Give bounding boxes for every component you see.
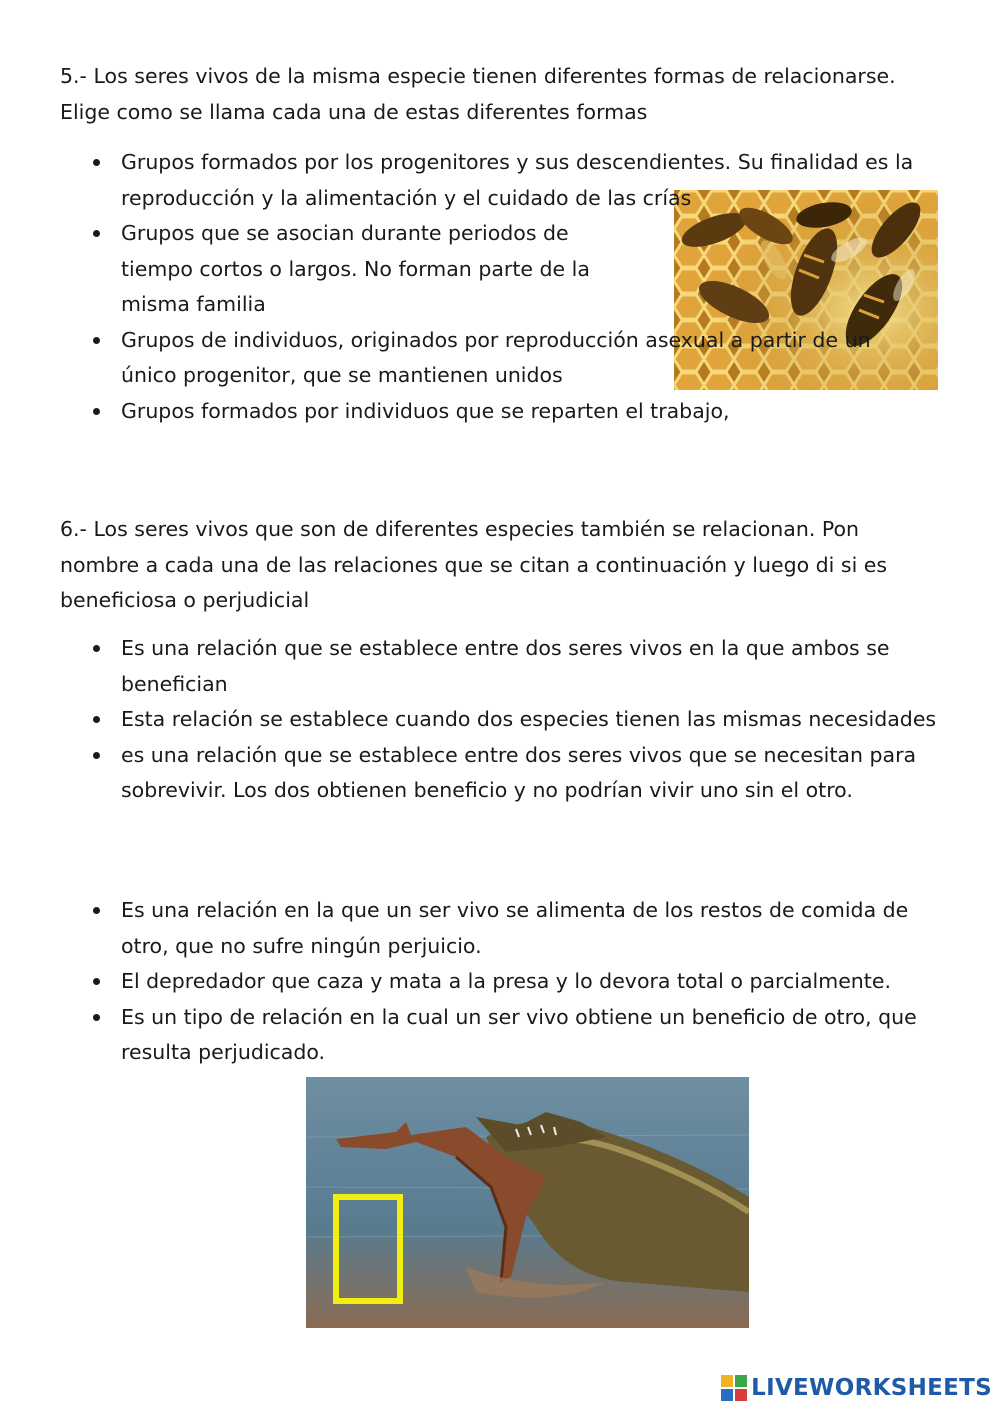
question-6-intro: 6.- Los seres vivos que son de diferentes especies también se relacionan. Pon nombre a cada una de las relaciones que se citan a continuación y luego di si es beneficiosa o perjudicial: [60, 517, 888, 612]
list-item-text: Grupos que se asocian durante periodos de tiempo cortos o largos. No forman parte de la misma familia: [121, 221, 590, 316]
list-item: [121, 631, 939, 702]
list-item-text: Es una relación que se establece entre dos seres vivos en la que ambos se benefician: [121, 636, 890, 696]
list-item-text: El depredador que caza y mata a la presa y lo devora total o parcialmente.: [121, 969, 891, 993]
list-item: [121, 145, 939, 216]
list-item: [121, 1000, 939, 1071]
list-item-text: Esta relación se establece cuando dos especies tienen las mismas necesidades: [121, 707, 937, 731]
list-item-text: Es un tipo de relación en la cual un ser vivo obtiene un beneficio de otro, que resulta perjudicado.: [121, 1004, 917, 1064]
list-item: [121, 216, 939, 323]
list-item: [121, 893, 939, 964]
list-item: [121, 738, 939, 809]
liveworksheets-logo[interactable]: [721, 1373, 992, 1403]
list-item-text: Grupos formados por los progenitores y sus descendientes. Su finalidad es la reproducción y la alimentación y el cuidado de las crías: [121, 150, 914, 210]
list-item-text: Grupos de individuos, originados por reproducción asexual a partir de un único progenitor, que se mantienen unidos: [121, 327, 871, 387]
list-item-text: Grupos formados por individuos que se reparten el trabajo,: [121, 398, 730, 423]
section-5-list: [121, 145, 939, 429]
section-6-list-b: [121, 893, 939, 1071]
list-item: [121, 394, 939, 430]
list-item-text: es una relación que se establece entre dos seres vivos que se necesitan para sobrevivir. Los dos obtienen beneficio y no podrían vivir uno sin el otro.: [121, 742, 917, 802]
crocodile-predation-image: [306, 1077, 749, 1328]
logo-text: LIVEWORKSHEETS: [751, 1375, 992, 1401]
section-6-list-a: [121, 631, 939, 809]
question-5-intro: 5.- Los seres vivos de la misma especie tienen diferentes formas de relacionarse. Elige como se llama cada una de estas diferentes formas: [60, 64, 896, 124]
list-item: [121, 702, 939, 738]
list-item-text: Es una relación en la que un ser vivo se alimenta de los restos de comida de otro, que no sufre ningún perjuicio.: [121, 898, 909, 958]
liveworksheets-logo-icon: [721, 1375, 747, 1401]
list-item: [121, 964, 939, 1000]
list-item: [121, 323, 939, 394]
